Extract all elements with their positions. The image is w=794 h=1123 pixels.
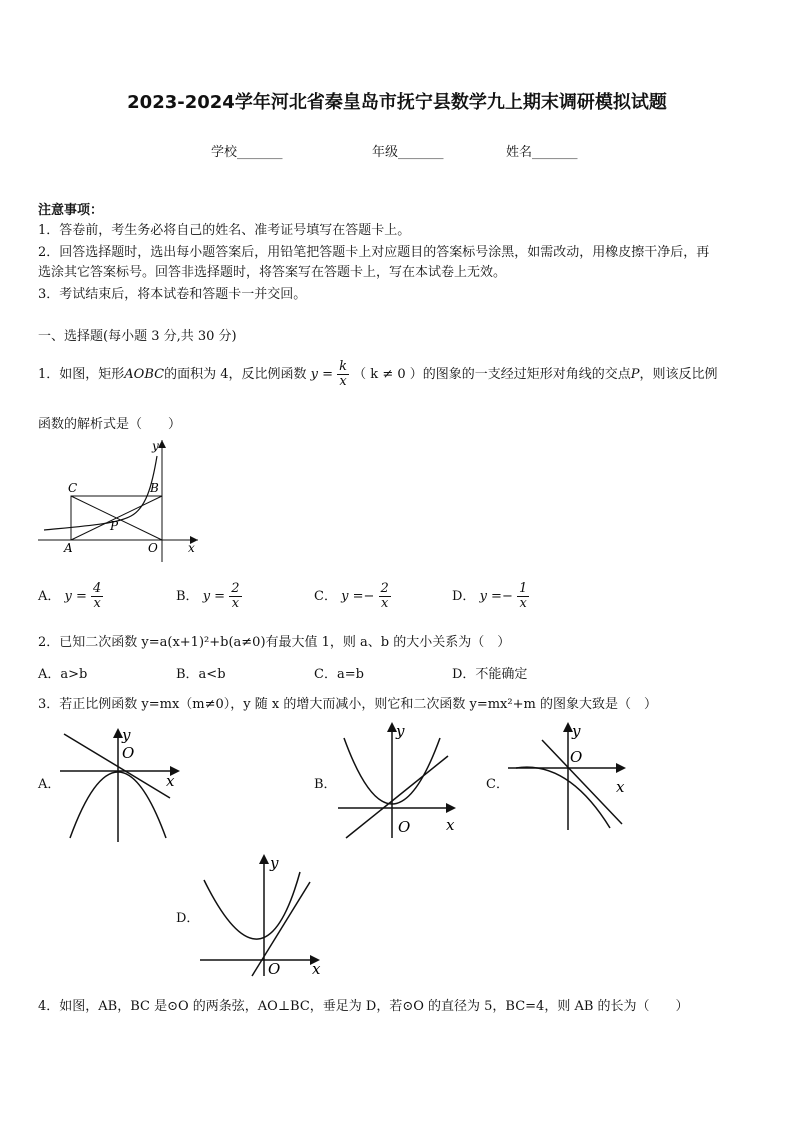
fig-label: A bbox=[64, 541, 73, 555]
svg-text:O: O bbox=[570, 748, 583, 766]
question-3-stem: 3．若正比例函数 y=mx（m≠0），y 随 x 的增大而减小，则它和二次函数 y=mx²+m 的图象大致是（ ） bbox=[38, 697, 657, 712]
svg-text:O: O bbox=[122, 744, 135, 762]
svg-text:x: x bbox=[166, 772, 175, 790]
fig-label: x bbox=[188, 541, 195, 555]
fig-label: B bbox=[150, 481, 159, 495]
q2-option-a: A．a>b bbox=[38, 667, 88, 682]
q3-option-a: A． bbox=[38, 777, 61, 792]
q3-graph-a bbox=[60, 726, 184, 844]
svg-text:O: O bbox=[268, 960, 281, 978]
svg-text:y: y bbox=[270, 854, 279, 872]
name-field: 姓名_______ bbox=[506, 145, 578, 160]
page-title: 2023-2024学年河北省秦皇岛市抚宁县数学九上期末调研模拟试题 bbox=[127, 92, 667, 113]
q3-option-b: B． bbox=[314, 777, 337, 792]
q2-option-b: B．a<b bbox=[176, 667, 226, 682]
svg-text:y: y bbox=[396, 722, 405, 740]
svg-text:y: y bbox=[572, 722, 581, 740]
svg-text:x: x bbox=[446, 816, 455, 834]
svg-text:x: x bbox=[616, 778, 625, 796]
question-4-stem: 4．如图，AB，BC 是⊙O 的两条弦，AO⊥BC，垂足为 D，若⊙O 的直径为 5，BC=4，则 AB 的长为（ ） bbox=[38, 999, 689, 1014]
q3-graph-c bbox=[506, 720, 632, 832]
q1-option-c: C． y =− $\frac{2}{x}$ bbox=[314, 581, 389, 611]
question-1-figure bbox=[36, 436, 206, 566]
notice-heading: 注意事项： bbox=[38, 203, 104, 218]
grade-field: 年级_______ bbox=[372, 145, 444, 160]
q1-option-d: D． y =− $\frac{1}{x}$ bbox=[452, 581, 528, 611]
q3-graph-d bbox=[198, 852, 330, 978]
question-1-stem-cont: 函数的解析式是（ ） bbox=[38, 417, 182, 432]
notice-item: 选涂其它答案标号。回答非选择题时，将答案写在答题卡上，写在本试卷上无效。 bbox=[38, 265, 507, 280]
question-1-stem: 1．如图，矩形AOBC的面积为 4，反比例函数 y = $\frac{k}{x}$ （ k ≠ 0 ）的图象的一支经过矩形对角线的交点P，则该反比例 bbox=[38, 359, 718, 389]
fraction-k-over-x: $\frac{k}{x}$ bbox=[339, 359, 348, 389]
q3-option-d: D． bbox=[176, 911, 200, 926]
question-2-stem: 2．已知二次函数 y=a(x+1)²+b(a≠0)有最大值 1，则 a、b 的大小关系为（ ） bbox=[38, 635, 511, 650]
q2-option-d: D．不能确定 bbox=[452, 667, 528, 682]
q2-option-c: C．a=b bbox=[314, 667, 364, 682]
q3-graph-b bbox=[336, 720, 462, 840]
q3-option-c: C． bbox=[486, 777, 509, 792]
q1-option-a: A． y = $\frac{4}{x}$ bbox=[38, 581, 102, 611]
fig-label: y bbox=[152, 439, 159, 453]
fig-label: O bbox=[148, 541, 158, 555]
school-field: 学校_______ bbox=[211, 145, 283, 160]
fig-label: P bbox=[110, 519, 119, 533]
section-heading: 一、选择题(每小题 3 分,共 30 分) bbox=[38, 329, 237, 344]
svg-text:x: x bbox=[312, 960, 321, 978]
notice-item: 1．答卷前，考生务必将自己的姓名、准考证号填写在答题卡上。 bbox=[38, 223, 411, 238]
q1-option-b: B． y = $\frac{2}{x}$ bbox=[176, 581, 240, 611]
svg-text:y: y bbox=[122, 726, 131, 744]
notice-item: 3．考试结束后，将本试卷和答题卡一并交回。 bbox=[38, 287, 307, 302]
notice-item: 2．回答选择题时，选出每小题答案后，用铅笔把答题卡上对应题目的答案标号涂黑，如需改动，用橡皮擦干净后，再 bbox=[38, 245, 710, 260]
svg-text:O: O bbox=[398, 818, 411, 836]
fig-label: C bbox=[68, 481, 78, 495]
